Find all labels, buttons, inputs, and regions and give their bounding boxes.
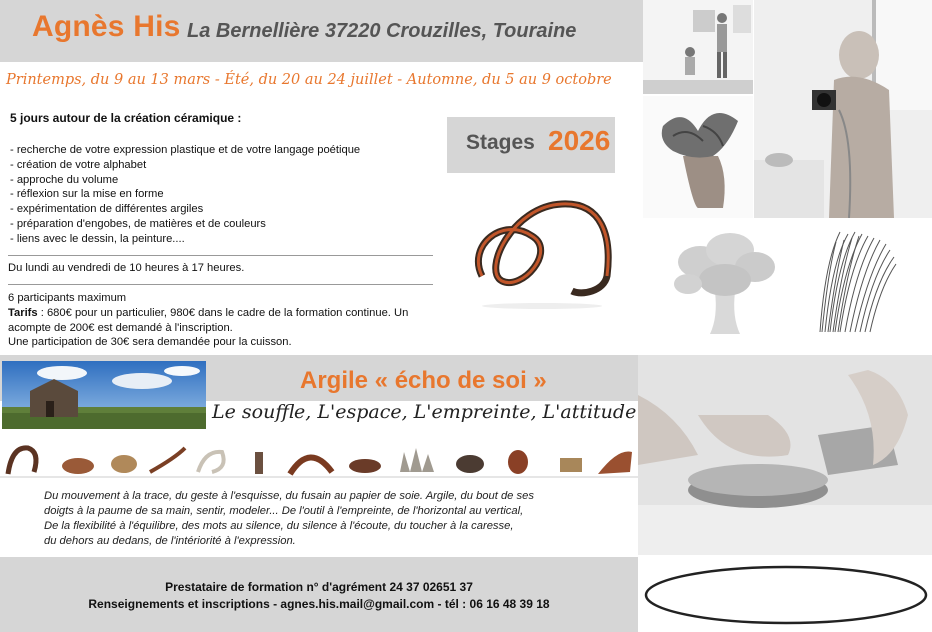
workshop-title: Argile « écho de soi » (300, 367, 547, 394)
list-item: - liens avec le dessin, la peinture.... (10, 232, 185, 245)
poem-line: Du mouvement à la trace, du geste à l'esquisse, du fusain au papier de soie. Argile, du bout de ses (44, 490, 534, 502)
landscape-photo (2, 361, 206, 429)
divider (8, 284, 433, 285)
poem-line: doigts à la paume de sa main, sentir, modeler... De l'outil à l'empreinte, de l'horizontal au vertical, (44, 505, 524, 517)
list-item: - approche du volume (10, 173, 119, 186)
tarifs-value: : 680€ pour un particulier, 980€ dans le cadre de la formation continue. Un acompte de 200€ est demandé à l'inscription. (8, 306, 409, 334)
stages-label: Stages (466, 131, 535, 154)
ribbon-sculpture-image (462, 196, 622, 311)
poem-text (44, 489, 604, 549)
schedule-text: Du lundi au vendredi de 10 heures à 17 heures. (8, 262, 245, 274)
list-item: - expérimentation de différentes argiles (10, 203, 204, 216)
session-dates: Printemps, du 9 au 13 mars - Été, du 20 au 24 juillet - Automne, du 5 au 9 octobre (6, 72, 612, 88)
details-block (8, 291, 438, 350)
footer-agrement: Prestataire de formation n° d'agrément 24 37 02651 37 (165, 580, 473, 594)
clay-sculpture-photo (660, 222, 790, 342)
brush-oval-image (640, 559, 932, 632)
tarifs-label: Tarifs (8, 306, 38, 319)
list-item: - réflexion sur la mise en forme (10, 188, 164, 201)
sculpture-row-image (0, 438, 638, 482)
divider (8, 255, 433, 256)
cuisson-text: Une participation de 30€ sera demandée pour la cuisson. (8, 336, 292, 349)
poem-line: du dehors au dedans, de l'intériorité à l'expression. (44, 535, 296, 547)
artist-photo (754, 0, 932, 218)
line-drawing-image (800, 222, 910, 342)
artist-name: Agnès His (32, 10, 181, 43)
poem-line: De la flexibilité à l'équilibre, des mots au silence, du silence à l'écoute, du toucher à la caresse, (44, 520, 514, 532)
atelier-photo (643, 0, 753, 94)
participants-text: 6 participants maximum (8, 292, 127, 304)
list-item: - recherche de votre expression plastique et de votre langage poétique (10, 144, 361, 156)
list-item: - création de votre alphabet (10, 158, 147, 171)
tarifs-text (8, 306, 438, 336)
footer-band (0, 557, 638, 632)
hands-clay-photo (638, 355, 932, 555)
activities-list (10, 143, 360, 247)
vase-photo (643, 96, 753, 218)
workshop-subtitle: Le souffle, L'espace, L'empreinte, L'attitude (212, 401, 637, 423)
footer-contact: Renseignements et inscriptions - agnes.his.mail@gmail.com - tél : 06 16 48 39 18 (88, 597, 550, 611)
artist-address: La Bernellière 37220 Crouzilles, Touraine (187, 20, 577, 42)
intro-heading: 5 jours autour de la création céramique : (10, 111, 242, 125)
list-item: - préparation d'engobes, de matières et de couleurs (10, 217, 266, 230)
stages-year: 2026 (548, 125, 611, 156)
